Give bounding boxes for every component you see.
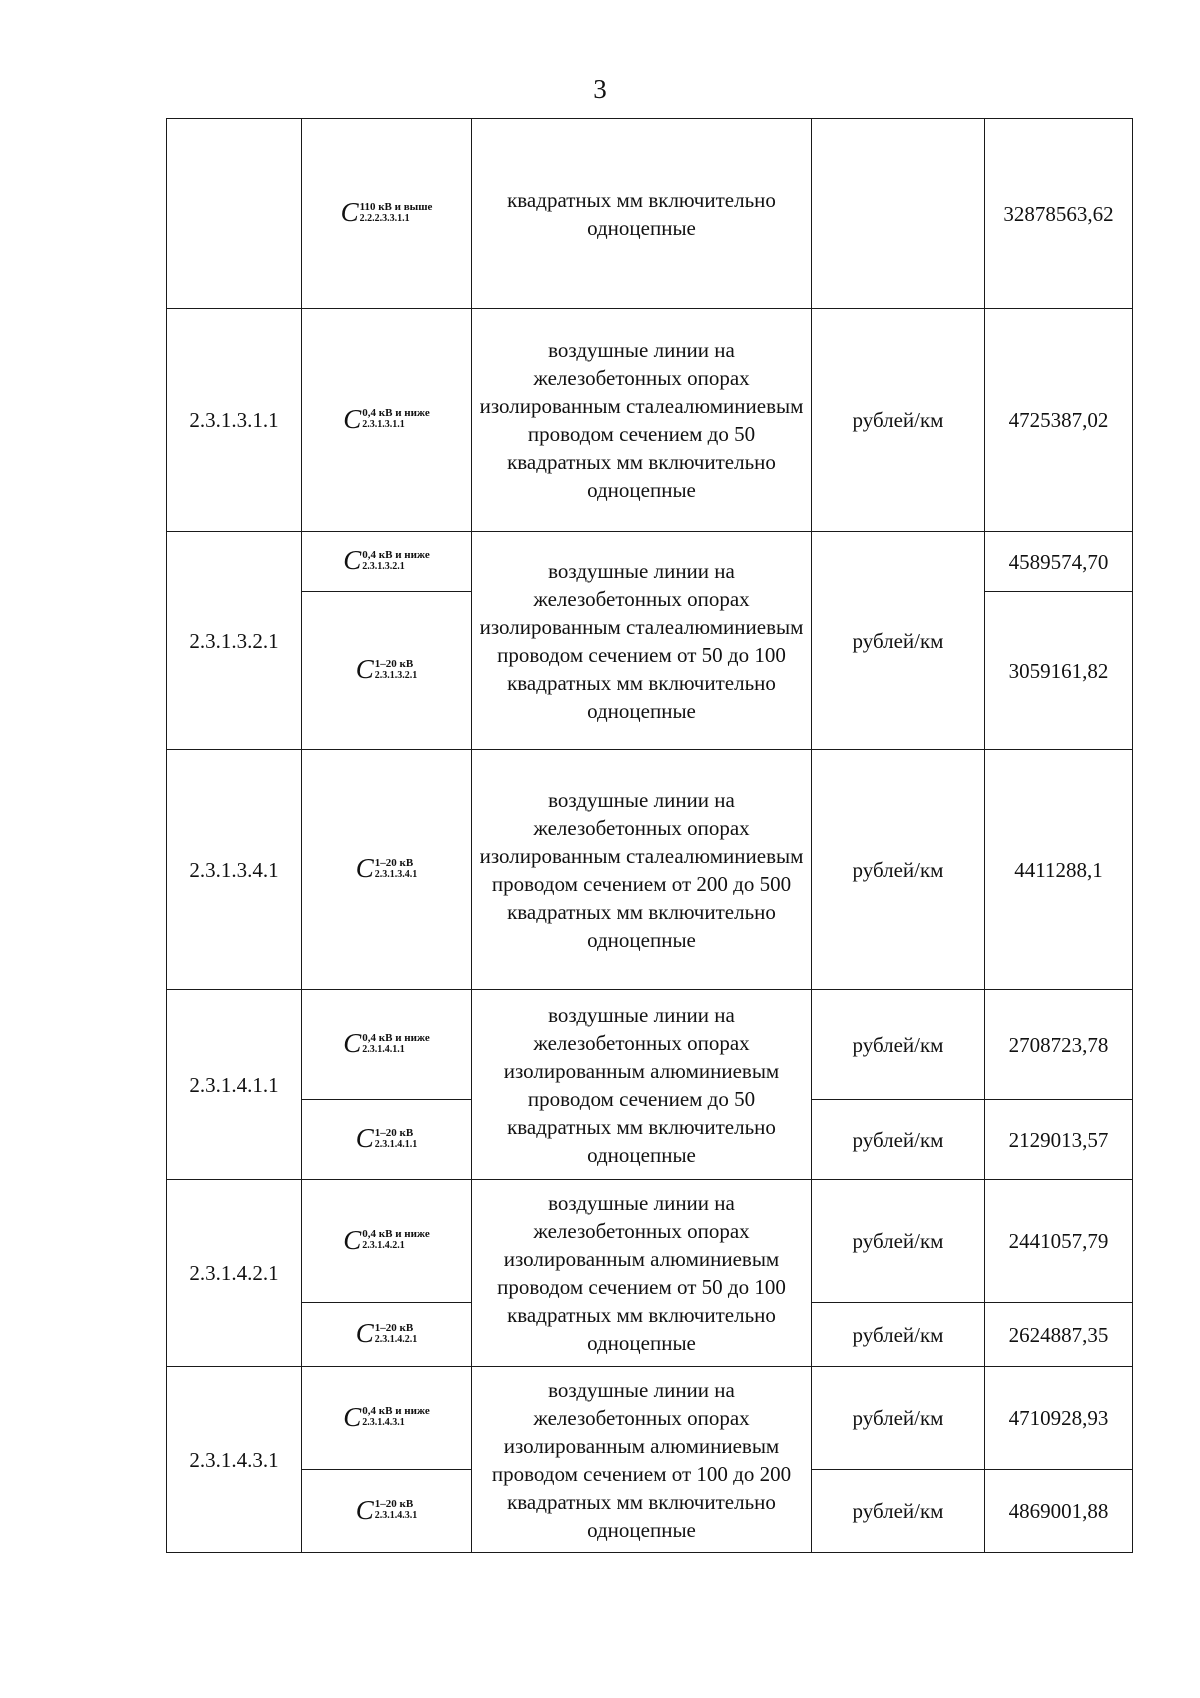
rate-symbol: C 0,4 кВ и ниже 2.3.1.4.2.1 (343, 1224, 430, 1255)
row-description: воздушные линии на железобетонных опорах изолированным сталеалюминиевым проводом сечением от 200 до 500 квадратных мм включительно одноцепные (472, 750, 812, 990)
rate-symbol: C 1–20 кВ 2.3.1.4.1.1 (355, 1123, 418, 1153)
rate-symbol: C 1–20 кВ 2.3.1.4.2.1 (355, 1318, 418, 1348)
row-description: воздушные линии на железобетонных опорах изолированным алюминиевым проводом сечением от 100 до 200 квадратных мм включительно одноцепные (472, 1367, 812, 1553)
row-value: 4725387,02 (985, 309, 1133, 532)
table-row (167, 532, 1133, 592)
row-description: квадратных мм включительно одноцепные (472, 119, 812, 309)
row-unit: рублей/км (812, 1180, 985, 1303)
row-unit: рублей/км (812, 1470, 985, 1553)
rate-symbol: C 0,4 кВ и ниже 2.3.1.3.2.1 (343, 545, 430, 575)
row-value: 4589574,70 (985, 532, 1133, 592)
rate-symbol: C 1–20 кВ 2.3.1.4.3.1 (355, 1494, 418, 1525)
page-number: 3 (593, 74, 607, 104)
row-code: 2.3.1.3.2.1 (167, 532, 302, 750)
row-description: воздушные линии на железобетонных опорах изолированным сталеалюминиевым проводом сечением от 50 до 100 квадратных мм включительно одноцепные (472, 532, 812, 750)
rate-symbol-cell (302, 750, 472, 990)
rate-symbol: C 0,4 кВ и ниже 2.3.1.3.1.1 (343, 403, 430, 434)
row-unit (812, 119, 985, 309)
row-description: воздушные линии на железобетонных опорах изолированным алюминиевым проводом сечением от 50 до 100 квадратных мм включительно одноцепные (472, 1180, 812, 1367)
row-description: воздушные линии на железобетонных опорах изолированным сталеалюминиевым проводом сечением до 50 квадратных мм включительно одноцепные (472, 309, 812, 532)
rate-symbol: C 1–20 кВ 2.3.1.3.4.1 (355, 853, 418, 883)
rate-symbol-cell (302, 990, 472, 1100)
table-row (167, 750, 1133, 990)
rate-symbol-cell (302, 592, 472, 750)
rate-symbol-cell (302, 309, 472, 532)
table-row (167, 1180, 1133, 1303)
row-unit: рублей/км (812, 532, 985, 750)
rate-symbol-cell (302, 1100, 472, 1180)
rate-symbol: C 110 кВ и выше 2.2.2.3.3.1.1 (340, 197, 433, 227)
row-value: 4710928,93 (985, 1367, 1133, 1470)
row-value: 32878563,62 (985, 119, 1133, 309)
rate-symbol-cell (302, 1303, 472, 1367)
row-unit: рублей/км (812, 309, 985, 532)
row-code (167, 119, 302, 309)
rate-symbol-cell (302, 1180, 472, 1303)
row-code: 2.3.1.4.3.1 (167, 1367, 302, 1553)
row-code: 2.3.1.3.1.1 (167, 309, 302, 532)
rate-symbol: C 0,4 кВ и ниже 2.3.1.4.3.1 (343, 1401, 430, 1432)
row-unit: рублей/км (812, 1100, 985, 1180)
table-row (167, 990, 1133, 1100)
row-value: 2624887,35 (985, 1303, 1133, 1367)
row-value: 2129013,57 (985, 1100, 1133, 1180)
table-row (167, 309, 1133, 532)
rate-symbol: C 0,4 кВ и ниже 2.3.1.4.1.1 (343, 1028, 430, 1058)
tariff-table (166, 118, 1133, 1553)
row-unit: рублей/км (812, 990, 985, 1100)
row-code: 2.3.1.3.4.1 (167, 750, 302, 990)
row-code: 2.3.1.4.1.1 (167, 990, 302, 1180)
row-value: 4411288,1 (985, 750, 1133, 990)
row-value: 2708723,78 (985, 990, 1133, 1100)
row-unit: рублей/км (812, 1303, 985, 1367)
row-value: 4869001,88 (985, 1470, 1133, 1553)
rate-symbol-cell (302, 532, 472, 592)
row-value: 2441057,79 (985, 1180, 1133, 1303)
table-row (167, 1367, 1133, 1470)
row-value: 3059161,82 (985, 592, 1133, 750)
rate-symbol-cell (302, 119, 472, 309)
rate-symbol-cell (302, 1470, 472, 1553)
row-description: воздушные линии на железобетонных опорах изолированным алюминиевым проводом сечением до 50 квадратных мм включительно одноцепные (472, 990, 812, 1180)
row-unit: рублей/км (812, 750, 985, 990)
table-row (167, 119, 1133, 309)
rate-symbol-cell (302, 1367, 472, 1470)
rate-symbol: C 1–20 кВ 2.3.1.3.2.1 (355, 654, 418, 684)
row-unit: рублей/км (812, 1367, 985, 1470)
row-code: 2.3.1.4.2.1 (167, 1180, 302, 1367)
